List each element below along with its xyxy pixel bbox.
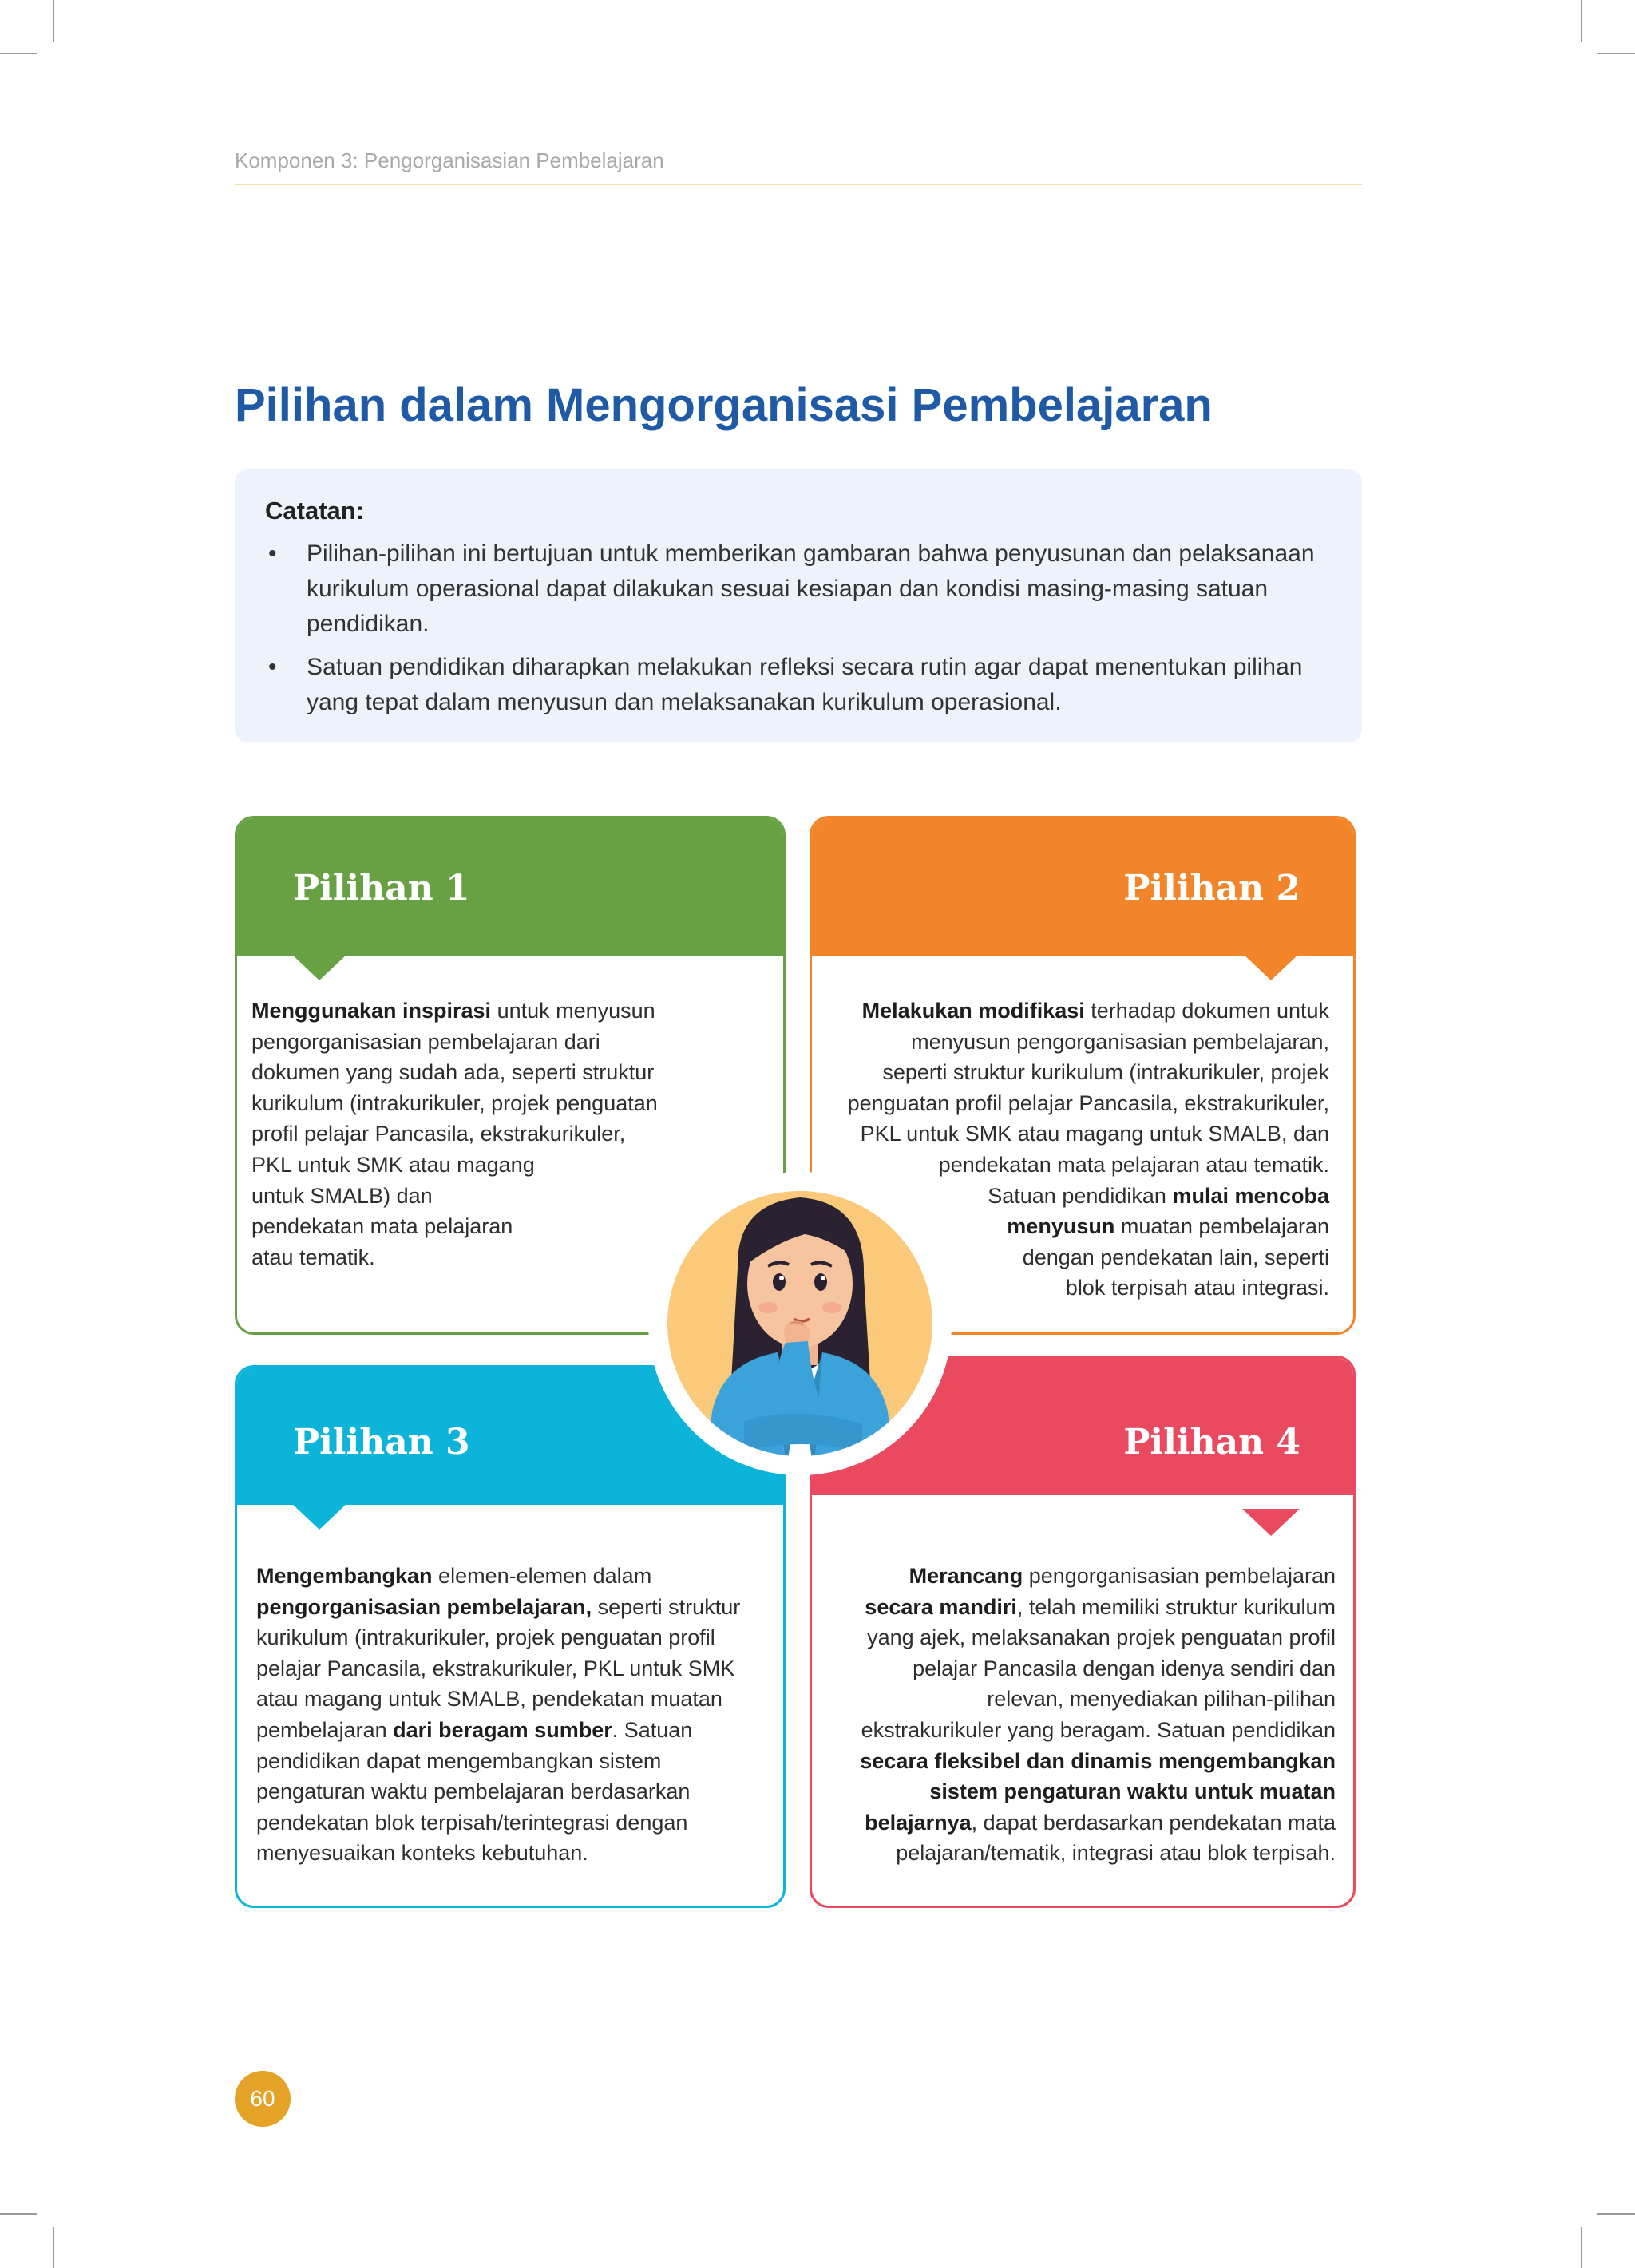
- text-run: PKL untuk SMK atau magang: [251, 1152, 535, 1177]
- option-text-line: [818, 1027, 1329, 1058]
- crop-mark: [1597, 53, 1635, 54]
- center-portrait: [648, 1172, 952, 1475]
- text-run: pelajar Pancasila, ekstrakurikuler, PKL untuk SMK: [256, 1656, 735, 1680]
- crop-mark: [1597, 2213, 1635, 2215]
- text-run: pelajar Pancasila dengan idenya sendiri dan: [913, 1656, 1336, 1680]
- text-run: menyesuaikan konteks kebutuhan.: [256, 1841, 588, 1866]
- option-text-line: [256, 1592, 767, 1623]
- option-text-line: [818, 995, 1329, 1027]
- text-run: PKL untuk SMK atau magang untuk SMALB, dan: [860, 1122, 1329, 1146]
- header-divider: [235, 184, 1362, 185]
- option-text-line: [251, 1118, 762, 1150]
- option-text-line: [256, 1807, 767, 1839]
- option-title: Pilihan 1: [293, 868, 470, 908]
- text-run: pelajaran/tematik, integrasi atau blok terpisah.: [896, 1841, 1336, 1866]
- emphasis-text: Merancang: [909, 1564, 1023, 1588]
- text-run: pendekatan blok terpisah/terintegrasi dengan: [256, 1810, 688, 1835]
- text-run: penguatan profil pelajar Pancasila, ekstrakurikuler,: [847, 1090, 1329, 1115]
- crop-mark: [0, 53, 37, 54]
- text-run: ekstrakurikuler yang beragam. Satuan pendidikan: [861, 1717, 1336, 1742]
- option-text-line: [818, 1118, 1329, 1150]
- pointer-arrow-icon: [291, 953, 348, 980]
- text-run: . Satuan: [612, 1717, 693, 1742]
- option-text-line: [256, 1684, 767, 1715]
- note-item: [265, 536, 1330, 642]
- text-run: seperti struktur kurikulum (intrakurikuler, projek: [882, 1060, 1329, 1085]
- text-run: pembelajaran: [256, 1717, 394, 1742]
- option-text-line: [825, 1653, 1336, 1684]
- emphasis-text: secara fleksibel dan dinamis mengembangkan: [860, 1748, 1336, 1773]
- text-run: elemen-elemen dalam: [432, 1564, 652, 1588]
- text-run: muatan pembelajaran: [1114, 1214, 1329, 1239]
- crop-mark: [1581, 0, 1582, 42]
- option-text-line: [256, 1561, 767, 1592]
- text-run: dengan pendekatan lain, seperti: [1022, 1245, 1329, 1269]
- option-text-line: [256, 1622, 767, 1653]
- option-text-line: [825, 1838, 1336, 1869]
- pointer-arrow-icon: [1242, 1509, 1300, 1536]
- option-title: Pilihan 4: [1123, 1422, 1300, 1463]
- text-run: menyusun pengorganisasian pembelajaran,: [911, 1029, 1329, 1054]
- option-text-line: [251, 1057, 762, 1088]
- text-run: kurikulum (intrakurikuler, projek penguatan profil: [256, 1625, 715, 1650]
- option-text-line: [825, 1561, 1336, 1592]
- bullet-icon: •: [268, 540, 277, 567]
- emphasis-text: belajarnya: [865, 1810, 972, 1835]
- page-title: Pilihan dalam Mengorganisasi Pembelajaran: [235, 379, 1213, 431]
- text-run: untuk SMALB) dan: [251, 1183, 433, 1208]
- option-text-line: [256, 1653, 767, 1684]
- note-item-text: Pilihan-pilihan ini bertujuan untuk memberikan gambaran bahwa penyusunan dan pelaksanaan kurikulum operasional dapat dilakukan sesuai kesiapan dan kondisi masing-masing satuan pendidikan.: [307, 540, 1315, 637]
- note-box: [235, 469, 1362, 742]
- pointer-arrow-icon: [1242, 953, 1300, 980]
- text-run: pengorganisasian pembelajaran dari: [251, 1029, 600, 1054]
- crop-mark: [1581, 2227, 1582, 2268]
- emphasis-text: mulai mencoba: [1172, 1183, 1329, 1208]
- option-text-line: [256, 1715, 767, 1746]
- running-header: Komponen 3: Pengorganisasian Pembelajaran: [235, 148, 664, 172]
- emphasis-text: dari beragam sumber: [393, 1717, 612, 1742]
- text-run: atau tematik.: [251, 1245, 375, 1269]
- note-item: [265, 650, 1330, 720]
- emphasis-text: Melakukan modifikasi: [861, 999, 1085, 1023]
- option-text-line: [825, 1622, 1336, 1653]
- text-run: terhadap dokumen untuk: [1084, 999, 1329, 1023]
- text-run: Satuan pendidikan: [988, 1183, 1173, 1208]
- option-text-line: [825, 1715, 1336, 1746]
- text-run: kurikulum (intrakurikuler, projek penguatan: [251, 1090, 658, 1115]
- text-run: dokumen yang sudah ada, seperti struktur: [251, 1060, 655, 1085]
- option-text-line: [825, 1776, 1336, 1807]
- option-text-line: [256, 1776, 767, 1807]
- emphasis-text: secara mandiri: [865, 1594, 1017, 1619]
- text-run: pendekatan mata pelajaran atau tematik.: [938, 1152, 1329, 1177]
- text-run: pengaturan waktu pembelajaran berdasarkan: [256, 1779, 691, 1804]
- thinking-student-illustration: [648, 1172, 952, 1475]
- note-heading: Catatan:: [265, 497, 365, 524]
- option-description: [256, 1561, 767, 1869]
- option-text-line: [825, 1592, 1336, 1623]
- note-list: [265, 536, 1330, 720]
- text-run: relevan, menyediakan pilihan-pilihan: [987, 1687, 1336, 1712]
- text-run: , dapat berdasarkan pendekatan mata: [971, 1810, 1336, 1835]
- text-run: , telah memiliki struktur kurikulum: [1016, 1594, 1336, 1619]
- emphasis-text: Menggunakan inspirasi: [251, 999, 492, 1023]
- option-text-line: [825, 1684, 1336, 1715]
- text-run: profil pelajar Pancasila, ekstrakurikuler,: [251, 1122, 626, 1146]
- text-run: pengorganisasian pembelajaran: [1023, 1564, 1336, 1588]
- option-text-line: [251, 1088, 762, 1119]
- text-run: blok terpisah atau integrasi.: [1065, 1276, 1329, 1300]
- crop-mark: [0, 2213, 37, 2215]
- option-text-line: [818, 1088, 1329, 1119]
- option-text-line: [256, 1746, 767, 1777]
- emphasis-text: pengorganisasian pembelajaran,: [256, 1594, 592, 1619]
- option-text-line: [251, 1027, 762, 1058]
- crop-mark: [53, 2227, 54, 2268]
- text-run: seperti struktur: [592, 1594, 741, 1619]
- emphasis-text: sistem pengaturan waktu untuk muatan: [929, 1779, 1336, 1804]
- page-number: 60: [235, 2071, 291, 2127]
- option-description: [825, 1561, 1336, 1869]
- crop-mark: [53, 0, 54, 42]
- option-text-line: [256, 1838, 767, 1869]
- text-run: atau magang untuk SMALB, pendekatan muatan: [256, 1687, 722, 1712]
- pointer-arrow-icon: [291, 1502, 348, 1530]
- option-title: Pilihan 2: [1123, 868, 1300, 908]
- emphasis-text: menyusun: [1007, 1214, 1115, 1239]
- option-title: Pilihan 3: [293, 1422, 470, 1463]
- emphasis-text: Mengembangkan: [256, 1564, 433, 1588]
- note-item-text: Satuan pendidikan diharapkan melakukan refleksi secara rutin agar dapat menentukan pilihan yang tepat dalam menyusun dan melaksanakan kurikulum operasional.: [307, 654, 1303, 715]
- option-text-line: [825, 1746, 1336, 1777]
- text-run: untuk menyusun: [491, 999, 655, 1023]
- bullet-icon: •: [268, 654, 277, 680]
- option-text-line: [818, 1057, 1329, 1088]
- text-run: pendidikan dapat mengembangkan sistem: [256, 1748, 662, 1773]
- text-run: yang ajek, melaksanakan projek penguatan profil: [867, 1625, 1336, 1650]
- option-text-line: [825, 1807, 1336, 1839]
- option-text-line: [251, 995, 762, 1027]
- text-run: pendekatan mata pelajaran: [251, 1214, 513, 1239]
